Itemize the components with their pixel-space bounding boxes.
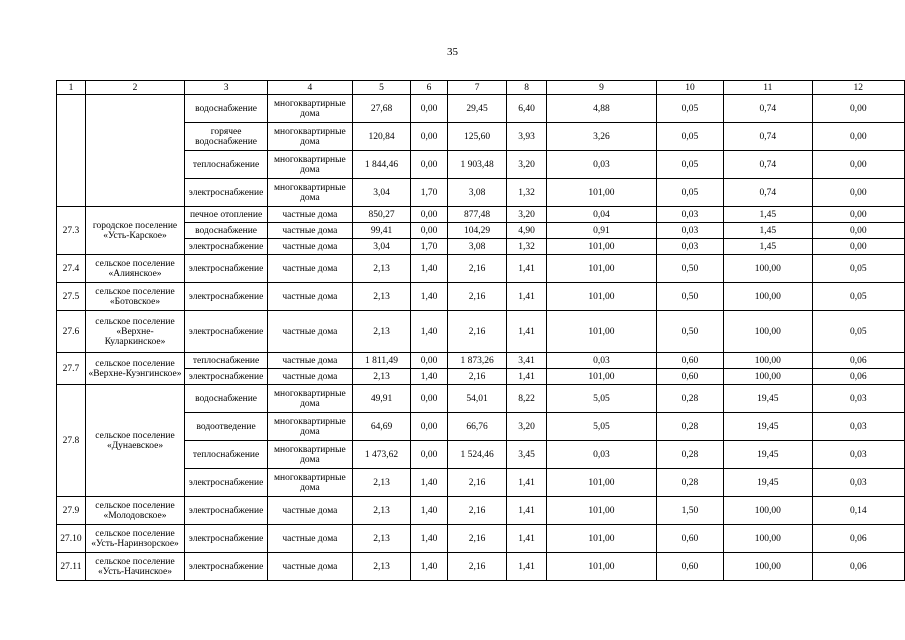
- housing-type: частные дома: [268, 525, 353, 553]
- value-cell: 100,00: [723, 369, 812, 385]
- value-cell: 1,70: [411, 239, 448, 255]
- service-type: теплоснабжение: [185, 151, 268, 179]
- value-cell: 0,03: [546, 353, 656, 369]
- value-cell: 0,03: [657, 223, 724, 239]
- housing-type: многоквартирные дома: [268, 151, 353, 179]
- value-cell: 0,00: [411, 385, 448, 413]
- value-cell: 104,29: [447, 223, 506, 239]
- value-cell: 66,76: [447, 413, 506, 441]
- value-cell: 0,00: [812, 179, 904, 207]
- housing-type: частные дома: [268, 283, 353, 311]
- value-cell: 1,40: [411, 553, 448, 581]
- value-cell: 101,00: [546, 553, 656, 581]
- table-row: [57, 441, 905, 469]
- value-cell: 0,74: [723, 179, 812, 207]
- value-cell: 0,00: [411, 151, 448, 179]
- value-cell: 0,03: [812, 469, 904, 497]
- value-cell: 1,41: [507, 469, 547, 497]
- service-type: электроснабжение: [185, 239, 268, 255]
- table-row: [57, 151, 905, 179]
- settlement-name: [85, 95, 184, 207]
- header-cell: 6: [411, 81, 448, 95]
- value-cell: 2,13: [352, 525, 410, 553]
- header-cell: 12: [812, 81, 904, 95]
- settlement-name: городское поселение «Усть-Карское»: [85, 207, 184, 255]
- value-cell: 1,40: [411, 469, 448, 497]
- value-cell: 0,50: [657, 255, 724, 283]
- value-cell: 1,40: [411, 525, 448, 553]
- housing-type: многоквартирные дома: [268, 469, 353, 497]
- value-cell: 1 524,46: [447, 441, 506, 469]
- value-cell: 3,04: [352, 239, 410, 255]
- value-cell: 4,90: [507, 223, 547, 239]
- value-cell: 3,20: [507, 413, 547, 441]
- table-row: [57, 525, 905, 553]
- value-cell: 0,03: [546, 151, 656, 179]
- row-number: 27.10: [57, 525, 86, 553]
- value-cell: 0,50: [657, 283, 724, 311]
- value-cell: 0,14: [812, 497, 904, 525]
- value-cell: 27,68: [352, 95, 410, 123]
- value-cell: 2,16: [447, 311, 506, 353]
- value-cell: 0,00: [411, 413, 448, 441]
- value-cell: 100,00: [723, 525, 812, 553]
- settlement-name: сельское поселение «Дунаевское»: [85, 385, 184, 497]
- value-cell: 0,00: [411, 207, 448, 223]
- value-cell: 100,00: [723, 353, 812, 369]
- housing-type: частные дома: [268, 553, 353, 581]
- value-cell: 0,60: [657, 525, 724, 553]
- service-type: водоотведение: [185, 413, 268, 441]
- value-cell: 1,41: [507, 497, 547, 525]
- value-cell: 101,00: [546, 369, 656, 385]
- value-cell: 0,28: [657, 469, 724, 497]
- table-row: [57, 311, 905, 353]
- value-cell: 1,40: [411, 497, 448, 525]
- value-cell: 0,05: [657, 179, 724, 207]
- value-cell: 101,00: [546, 179, 656, 207]
- table-row: [57, 369, 905, 385]
- value-cell: 0,74: [723, 95, 812, 123]
- value-cell: 1,50: [657, 497, 724, 525]
- value-cell: 2,13: [352, 311, 410, 353]
- row-number: 27.11: [57, 553, 86, 581]
- value-cell: 1 473,62: [352, 441, 410, 469]
- value-cell: 100,00: [723, 497, 812, 525]
- housing-type: многоквартирные дома: [268, 95, 353, 123]
- housing-type: частные дома: [268, 497, 353, 525]
- row-number: 27.7: [57, 353, 86, 385]
- settlement-name: сельское поселение «Верхне-Куларкинское»: [85, 311, 184, 353]
- value-cell: 2,16: [447, 255, 506, 283]
- value-cell: 3,08: [447, 179, 506, 207]
- value-cell: 0,03: [657, 207, 724, 223]
- value-cell: 2,16: [447, 283, 506, 311]
- housing-type: частные дома: [268, 255, 353, 283]
- settlement-name: сельское поселение «Верхне-Куэнгинское»: [85, 353, 184, 385]
- tariff-table: [56, 80, 905, 581]
- value-cell: 0,28: [657, 413, 724, 441]
- value-cell: 0,74: [723, 123, 812, 151]
- header-row: [57, 81, 905, 95]
- housing-type: многоквартирные дома: [268, 413, 353, 441]
- header-cell: 3: [185, 81, 268, 95]
- service-type: электроснабжение: [185, 553, 268, 581]
- settlement-name: сельское поселение «Молодовское»: [85, 497, 184, 525]
- header-cell: 2: [85, 81, 184, 95]
- value-cell: 3,41: [507, 353, 547, 369]
- housing-type: многоквартирные дома: [268, 179, 353, 207]
- table-row: [57, 469, 905, 497]
- value-cell: 2,16: [447, 369, 506, 385]
- value-cell: 101,00: [546, 283, 656, 311]
- value-cell: 1,40: [411, 283, 448, 311]
- value-cell: 1,40: [411, 311, 448, 353]
- value-cell: 0,91: [546, 223, 656, 239]
- header-cell: 1: [57, 81, 86, 95]
- table-row: [57, 95, 905, 123]
- table-row: [57, 123, 905, 151]
- housing-type: частные дома: [268, 353, 353, 369]
- value-cell: 0,03: [657, 239, 724, 255]
- table-row: [57, 283, 905, 311]
- value-cell: 2,13: [352, 255, 410, 283]
- value-cell: 0,28: [657, 385, 724, 413]
- table-row: [57, 413, 905, 441]
- value-cell: 1,32: [507, 239, 547, 255]
- value-cell: 1 811,49: [352, 353, 410, 369]
- value-cell: 2,13: [352, 283, 410, 311]
- service-type: электроснабжение: [185, 525, 268, 553]
- settlement-name: сельское поселение «Алиянское»: [85, 255, 184, 283]
- value-cell: 99,41: [352, 223, 410, 239]
- value-cell: 3,20: [507, 151, 547, 179]
- value-cell: 1 903,48: [447, 151, 506, 179]
- header-cell: 7: [447, 81, 506, 95]
- value-cell: 19,45: [723, 469, 812, 497]
- value-cell: 0,60: [657, 353, 724, 369]
- settlement-name: сельское поселение «Ботовское»: [85, 283, 184, 311]
- service-type: электроснабжение: [185, 255, 268, 283]
- value-cell: 101,00: [546, 239, 656, 255]
- value-cell: 0,00: [411, 441, 448, 469]
- value-cell: 2,13: [352, 469, 410, 497]
- service-type: горячее водоснабжение: [185, 123, 268, 151]
- value-cell: 2,13: [352, 497, 410, 525]
- value-cell: 0,00: [411, 223, 448, 239]
- value-cell: 4,88: [546, 95, 656, 123]
- value-cell: 3,93: [507, 123, 547, 151]
- value-cell: 5,05: [546, 413, 656, 441]
- value-cell: 0,00: [411, 95, 448, 123]
- service-type: теплоснабжение: [185, 441, 268, 469]
- header-cell: 5: [352, 81, 410, 95]
- value-cell: 1,40: [411, 255, 448, 283]
- table-row: [57, 207, 905, 223]
- table-row: [57, 553, 905, 581]
- value-cell: 100,00: [723, 283, 812, 311]
- value-cell: 100,00: [723, 255, 812, 283]
- value-cell: 0,00: [812, 207, 904, 223]
- value-cell: 1,41: [507, 255, 547, 283]
- table-row: [57, 385, 905, 413]
- value-cell: 29,45: [447, 95, 506, 123]
- value-cell: 0,00: [812, 123, 904, 151]
- table-row: [57, 239, 905, 255]
- value-cell: 3,04: [352, 179, 410, 207]
- service-type: водоснабжение: [185, 223, 268, 239]
- value-cell: 54,01: [447, 385, 506, 413]
- value-cell: 0,06: [812, 553, 904, 581]
- value-cell: 0,60: [657, 369, 724, 385]
- housing-type: частные дома: [268, 311, 353, 353]
- service-type: электроснабжение: [185, 283, 268, 311]
- value-cell: 3,45: [507, 441, 547, 469]
- value-cell: 0,03: [812, 385, 904, 413]
- value-cell: 0,60: [657, 553, 724, 581]
- value-cell: 19,45: [723, 385, 812, 413]
- value-cell: 0,00: [812, 151, 904, 179]
- value-cell: 125,60: [447, 123, 506, 151]
- value-cell: 0,05: [812, 283, 904, 311]
- service-type: теплоснабжение: [185, 353, 268, 369]
- value-cell: 101,00: [546, 311, 656, 353]
- value-cell: 1,41: [507, 311, 547, 353]
- value-cell: 0,00: [812, 223, 904, 239]
- value-cell: 1,70: [411, 179, 448, 207]
- value-cell: 0,50: [657, 311, 724, 353]
- value-cell: 6,40: [507, 95, 547, 123]
- value-cell: 64,69: [352, 413, 410, 441]
- value-cell: 1 873,26: [447, 353, 506, 369]
- row-number: 27.9: [57, 497, 86, 525]
- value-cell: 101,00: [546, 255, 656, 283]
- value-cell: 1,41: [507, 283, 547, 311]
- value-cell: 0,00: [812, 239, 904, 255]
- table-row: [57, 179, 905, 207]
- service-type: электроснабжение: [185, 497, 268, 525]
- value-cell: 100,00: [723, 311, 812, 353]
- row-number: 27.3: [57, 207, 86, 255]
- value-cell: 0,00: [411, 353, 448, 369]
- value-cell: 0,05: [657, 95, 724, 123]
- value-cell: 3,08: [447, 239, 506, 255]
- value-cell: 850,27: [352, 207, 410, 223]
- value-cell: 1,41: [507, 369, 547, 385]
- value-cell: 0,00: [411, 123, 448, 151]
- service-type: электроснабжение: [185, 469, 268, 497]
- value-cell: 101,00: [546, 497, 656, 525]
- value-cell: 1,45: [723, 223, 812, 239]
- table-row: [57, 223, 905, 239]
- housing-type: многоквартирные дома: [268, 441, 353, 469]
- value-cell: 2,16: [447, 497, 506, 525]
- value-cell: 0,06: [812, 525, 904, 553]
- table-row: [57, 255, 905, 283]
- settlement-name: сельское поселение «Усть-Наринзорское»: [85, 525, 184, 553]
- row-number: [57, 95, 86, 207]
- housing-type: частные дома: [268, 239, 353, 255]
- value-cell: 0,06: [812, 369, 904, 385]
- value-cell: 2,13: [352, 369, 410, 385]
- value-cell: 0,03: [812, 441, 904, 469]
- value-cell: 1 844,46: [352, 151, 410, 179]
- housing-type: частные дома: [268, 223, 353, 239]
- value-cell: 1,45: [723, 239, 812, 255]
- value-cell: 8,22: [507, 385, 547, 413]
- value-cell: 1,41: [507, 525, 547, 553]
- table-row: [57, 353, 905, 369]
- value-cell: 0,05: [657, 123, 724, 151]
- value-cell: 2,16: [447, 469, 506, 497]
- value-cell: 0,03: [812, 413, 904, 441]
- housing-type: частные дома: [268, 369, 353, 385]
- row-number: 27.8: [57, 385, 86, 497]
- row-number: 27.6: [57, 311, 86, 353]
- header-cell: 9: [546, 81, 656, 95]
- service-type: печное отопление: [185, 207, 268, 223]
- value-cell: 0,04: [546, 207, 656, 223]
- value-cell: 120,84: [352, 123, 410, 151]
- value-cell: 2,16: [447, 525, 506, 553]
- service-type: электроснабжение: [185, 369, 268, 385]
- value-cell: 19,45: [723, 441, 812, 469]
- value-cell: 2,13: [352, 553, 410, 581]
- value-cell: 100,00: [723, 553, 812, 581]
- value-cell: 101,00: [546, 525, 656, 553]
- header-cell: 11: [723, 81, 812, 95]
- page-number: 35: [447, 46, 458, 58]
- value-cell: 1,40: [411, 369, 448, 385]
- value-cell: 19,45: [723, 413, 812, 441]
- header-cell: 10: [657, 81, 724, 95]
- housing-type: частные дома: [268, 207, 353, 223]
- service-type: электроснабжение: [185, 179, 268, 207]
- housing-type: многоквартирные дома: [268, 385, 353, 413]
- value-cell: 0,05: [812, 311, 904, 353]
- value-cell: 0,03: [546, 441, 656, 469]
- value-cell: 877,48: [447, 207, 506, 223]
- row-number: 27.5: [57, 283, 86, 311]
- value-cell: 1,41: [507, 553, 547, 581]
- value-cell: 2,16: [447, 553, 506, 581]
- header-cell: 8: [507, 81, 547, 95]
- value-cell: 0,06: [812, 353, 904, 369]
- value-cell: 0,05: [657, 151, 724, 179]
- value-cell: 0,28: [657, 441, 724, 469]
- row-number: 27.4: [57, 255, 86, 283]
- value-cell: 101,00: [546, 469, 656, 497]
- service-type: водоснабжение: [185, 95, 268, 123]
- value-cell: 3,26: [546, 123, 656, 151]
- service-type: водоснабжение: [185, 385, 268, 413]
- value-cell: 49,91: [352, 385, 410, 413]
- value-cell: 1,32: [507, 179, 547, 207]
- service-type: электроснабжение: [185, 311, 268, 353]
- value-cell: 0,74: [723, 151, 812, 179]
- value-cell: 0,00: [812, 95, 904, 123]
- value-cell: 5,05: [546, 385, 656, 413]
- housing-type: многоквартирные дома: [268, 123, 353, 151]
- value-cell: 3,20: [507, 207, 547, 223]
- table-row: [57, 497, 905, 525]
- settlement-name: сельское поселение «Усть-Начинское»: [85, 553, 184, 581]
- value-cell: 1,45: [723, 207, 812, 223]
- header-cell: 4: [268, 81, 353, 95]
- value-cell: 0,05: [812, 255, 904, 283]
